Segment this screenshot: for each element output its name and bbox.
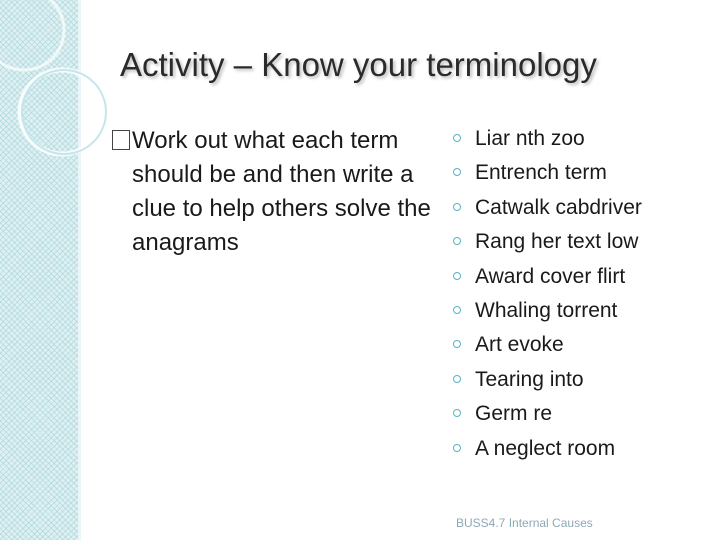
slide-footer: BUSS4.7 Internal Causes — [456, 516, 593, 530]
list-item — [450, 363, 642, 397]
ring-bullet-icon — [453, 168, 461, 176]
instruction-block — [112, 124, 432, 260]
ring-bullet-icon — [453, 203, 461, 211]
ring-bullet-icon — [453, 409, 461, 417]
list-item — [450, 122, 642, 156]
anagram-text: Rang her text low — [475, 230, 639, 254]
ring-bullet-icon — [453, 306, 461, 314]
deco-circle-large — [20, 70, 104, 154]
list-item — [450, 225, 642, 259]
list-item — [450, 397, 642, 431]
list-item — [450, 328, 642, 362]
anagram-text: Award cover flirt — [475, 264, 626, 288]
anagram-text: Art evoke — [475, 333, 564, 357]
instruction-text: Work out what each term should be and then write a clue to help others solve the anagrams — [132, 127, 431, 256]
list-item — [450, 191, 642, 225]
deco-circle-outline — [22, 70, 106, 154]
square-bullet-icon — [112, 130, 130, 150]
anagram-text: Germ re — [475, 402, 553, 426]
ring-bullet-icon — [453, 272, 461, 280]
list-item — [450, 156, 642, 190]
ring-bullet-icon — [453, 340, 461, 348]
list-item — [450, 294, 642, 328]
ring-bullet-icon — [453, 134, 461, 142]
anagram-text: A neglect room — [475, 436, 616, 460]
list-item — [450, 260, 642, 294]
anagram-text: Catwalk cabdriver — [475, 195, 642, 219]
anagram-list — [450, 122, 642, 466]
ring-bullet-icon — [453, 375, 461, 383]
slide-title: Activity – Know your terminology — [120, 46, 597, 83]
ring-bullet-icon — [453, 237, 461, 245]
ring-bullet-icon — [453, 444, 461, 452]
anagram-text: Entrench term — [475, 161, 607, 185]
anagram-text: Tearing into — [475, 367, 584, 391]
anagram-text: Liar nth zoo — [475, 127, 585, 150]
deco-circle-top — [0, 0, 64, 70]
anagram-text: Whaling torrent — [475, 298, 618, 322]
list-item — [450, 432, 642, 466]
